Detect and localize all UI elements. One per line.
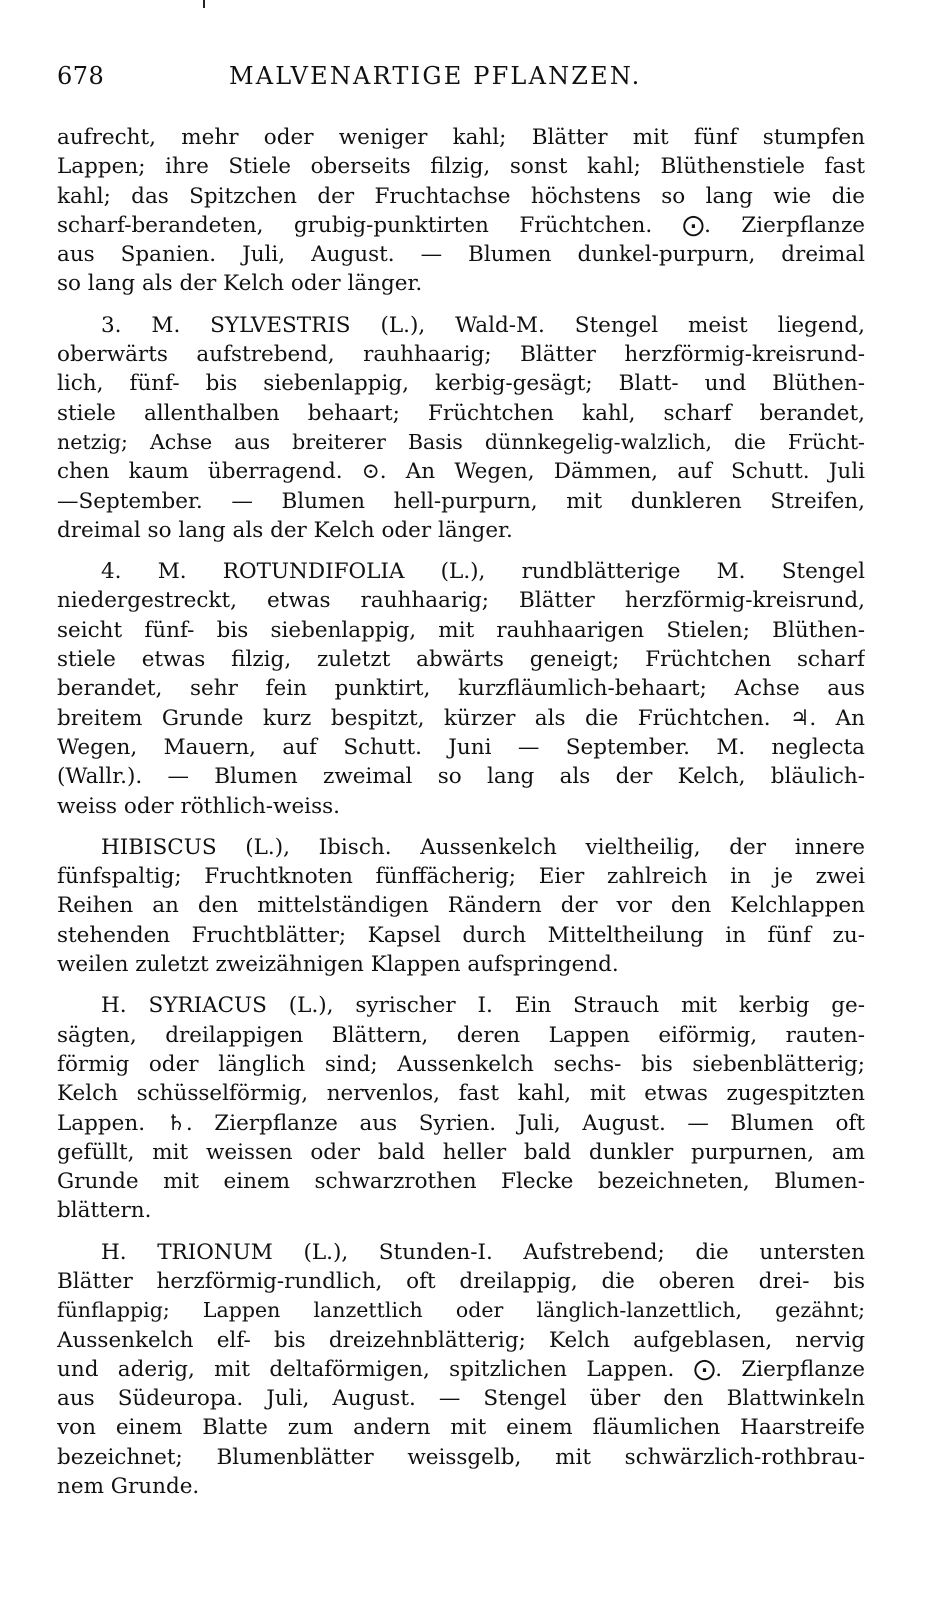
text-line: (Wallr.). — Blumen zweimal so lang als der Kelch, bläulich- [57, 764, 865, 790]
text-line: weiss oder röthlich-weiss. [57, 793, 340, 819]
page-header [57, 62, 867, 102]
page-number: 678 [57, 62, 105, 90]
text-line: sägten, dreilappigen Blättern, deren Lappen eiförmig, rauten- [57, 1022, 865, 1048]
text-line: netzig; Achse aus breiterer Basis dünnkegelig-walzlich, die Frücht- [57, 429, 865, 454]
text-line: dreimal so lang als der Kelch oder länger. [57, 517, 513, 543]
text-line: von einem Blatte zum andern mit einem fläumlichen Haarstreife [57, 1415, 865, 1441]
body-text [57, 123, 865, 1501]
text-line: stiele etwas filzig, zuletzt abwärts geneigt; Früchtchen scharf [57, 647, 865, 673]
text-line: Blätter herzförmig-rundlich, oft dreilappig, die oberen drei- bis [57, 1268, 865, 1294]
running-title: MALVENARTIGE PFLANZEN. [229, 62, 642, 90]
text-line: niedergestreckt, etwas rauhhaarig; Blätter herzförmig-kreisrund, [57, 588, 865, 614]
text-line: gefüllt, mit weissen oder bald heller bald dunkler purpurnen, am [57, 1139, 865, 1165]
text-line: Wegen, Mauern, auf Schutt. Juni — September. M. neglecta [57, 734, 865, 760]
text-line: chen kaum überragend. ⊙. An Wegen, Dämmen, auf Schutt. Juli [57, 459, 865, 485]
text-line: Lappen; ihre Stiele oberseits filzig, sonst kahl; Blüthenstiele fast [57, 154, 865, 180]
text-line: 4. M. ROTUNDIFOLIA (L.), rundblätterige M. Stengel [101, 559, 865, 585]
text-line: Reihen an den mittelständigen Rändern der vor den Kelchlappen [57, 893, 865, 919]
text-line: breitem Grunde kurz bespitzt, kürzer als die Früchtchen. ♃. An [57, 705, 865, 731]
paragraph-malva-rotundifolia [57, 557, 865, 821]
text-line: 3. M. SYLVESTRIS (L.), Wald-M. Stengel meist liegend, [101, 312, 865, 338]
text-line: so lang als der Kelch oder länger. [57, 271, 423, 297]
text-line: bezeichnet; Blumenblätter weissgelb, mit schwärzlich-rothbrau- [57, 1444, 865, 1470]
text-line: und aderig, mit deltaförmigen, spitzlichen Lappen. ⨀. Zierpflanze [57, 1356, 865, 1382]
paragraph-hibiscus-trionum [57, 1238, 865, 1502]
text-line: aus Spanien. Juli, August. — Blumen dunkel-purpurn, dreimal [57, 242, 865, 268]
text-line: weilen zuletzt zweizähnigen Klappen aufspringend. [57, 952, 619, 978]
text-line: —September. — Blumen hell-purpurn, mit dunkleren Streifen, [57, 488, 865, 514]
text-line: berandet, sehr fein punktirt, kurzfläumlich-behaart; Achse aus [57, 676, 865, 702]
text-line: seicht fünf- bis siebenlappig, mit rauhhaarigen Stielen; Blüthen- [57, 617, 865, 643]
text-line: scharf-berandeten, grubig-punktirten Früchtchen. ⨀. Zierpflanze [57, 212, 865, 238]
text-line: aus Südeuropa. Juli, August. — Stengel über den Blattwinkeln [57, 1386, 865, 1412]
text-line: förmig oder länglich sind; Aussenkelch sechs- bis siebenblätterig; [57, 1051, 865, 1077]
text-line: H. TRIONUM (L.), Stunden-I. Aufstrebend; die untersten [101, 1239, 865, 1265]
print-mark [203, 0, 205, 8]
paragraph-hibiscus-syriacus [57, 991, 865, 1225]
text-line: H. SYRIACUS (L.), syrischer I. Ein Strauch mit kerbig ge- [101, 993, 865, 1019]
text-line: stehenden Fruchtblätter; Kapsel durch Mitteltheilung in fünf zu- [57, 922, 865, 948]
text-line: oberwärts aufstrebend, rauhhaarig; Blätter herzförmig-kreisrund- [57, 342, 865, 368]
paragraph-hibiscus-genus [57, 833, 865, 979]
paragraph-malva-continued [57, 123, 865, 299]
paragraph-malva-sylvestris [57, 311, 865, 545]
text-line: Grunde mit einem schwarzrothen Flecke bezeichneten, Blumen- [57, 1169, 865, 1195]
text-line: aufrecht, mehr oder weniger kahl; Blätter mit fünf stumpfen [57, 125, 865, 150]
text-line: Aussenkelch elf- bis dreizehnblätterig; Kelch aufgeblasen, nervig [57, 1327, 865, 1353]
text-line: nem Grunde. [57, 1474, 200, 1500]
text-line: kahl; das Spitzchen der Fruchtachse höchstens so lang wie die [57, 183, 865, 209]
text-line: blättern. [57, 1198, 152, 1224]
text-line: Kelch schüsselförmig, nervenlos, fast kahl, mit etwas zugespitzten [57, 1081, 865, 1107]
text-line: fünfspaltig; Fruchtknoten fünffächerig; Eier zahlreich in je zwei [57, 864, 865, 890]
text-line: HIBISCUS (L.), Ibisch. Aussenkelch vieltheilig, der innere [101, 834, 865, 860]
text-line: Lappen. ♄. Zierpflanze aus Syrien. Juli, August. — Blumen oft [57, 1110, 865, 1136]
text-line: stiele allenthalben behaart; Früchtchen kahl, scharf berandet, [57, 400, 865, 426]
text-line: lich, fünf- bis siebenlappig, kerbig-gesägt; Blatt- und Blüthen- [57, 371, 865, 397]
text-line: fünflappig; Lappen lanzettlich oder länglich-lanzettlich, gezähnt; [57, 1298, 865, 1323]
